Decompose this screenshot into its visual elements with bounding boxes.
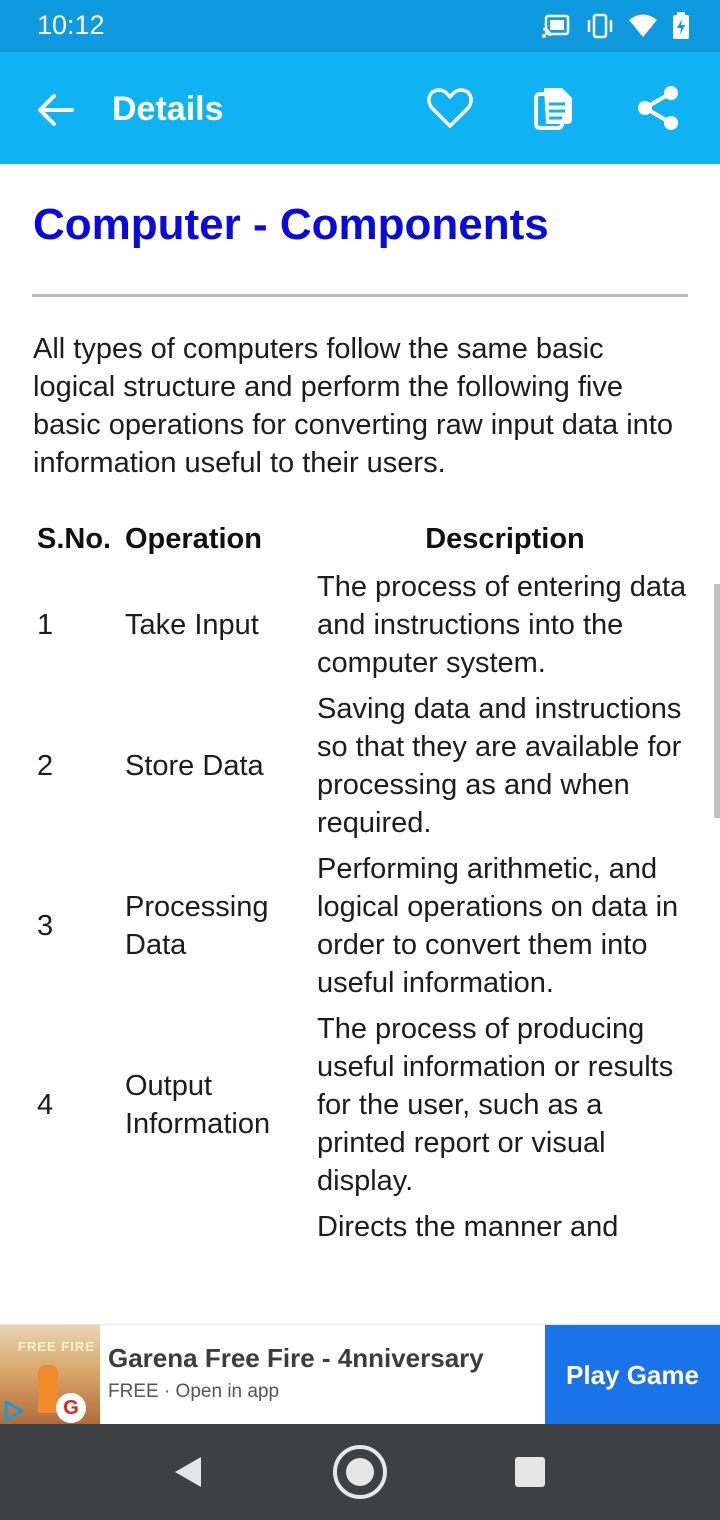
cast-icon bbox=[542, 13, 572, 39]
ad-banner[interactable] bbox=[0, 1324, 720, 1424]
scrollbar[interactable] bbox=[714, 584, 720, 818]
copy-button[interactable] bbox=[528, 82, 580, 134]
row-description: The process of entering data and instructions into the computer system. bbox=[317, 571, 687, 679]
back-arrow-icon bbox=[34, 88, 78, 132]
share-button[interactable] bbox=[632, 82, 684, 134]
adchoices-icon[interactable] bbox=[2, 1399, 26, 1423]
row-sno: 4 bbox=[37, 1089, 54, 1121]
header-sno: S.No. bbox=[37, 523, 112, 555]
page-title: Computer - Components bbox=[33, 200, 549, 249]
nav-back-button[interactable] bbox=[160, 1444, 216, 1500]
row-operation: Output Information bbox=[125, 1070, 271, 1140]
play-game-button[interactable]: Play Game bbox=[545, 1325, 720, 1425]
table-row bbox=[33, 1204, 693, 1250]
app-title: Details bbox=[112, 90, 224, 128]
row-operation bbox=[125, 1204, 317, 1250]
row-sno: 2 bbox=[37, 750, 54, 782]
row-sno bbox=[33, 1204, 125, 1250]
nav-recents-button[interactable] bbox=[502, 1444, 558, 1500]
vibrate-icon bbox=[586, 13, 614, 39]
row-operation: Take Input bbox=[125, 609, 259, 641]
app-bar bbox=[0, 52, 720, 164]
title-divider bbox=[32, 294, 688, 297]
table-row bbox=[33, 1006, 693, 1204]
copy-document-icon bbox=[532, 84, 576, 132]
ad-subtitle: FREE · Open in app bbox=[108, 1381, 280, 1402]
table-row bbox=[33, 686, 693, 846]
ad-character-figure bbox=[38, 1365, 58, 1413]
table-header-row bbox=[33, 516, 693, 564]
battery-charging-icon bbox=[672, 12, 690, 40]
nav-back-icon bbox=[171, 1454, 205, 1490]
row-sno: 1 bbox=[37, 609, 54, 641]
share-icon bbox=[634, 84, 682, 132]
row-description: Directs the manner and bbox=[317, 1211, 619, 1243]
operations-table bbox=[33, 516, 693, 1250]
header-operation: Operation bbox=[125, 523, 262, 555]
table-row bbox=[33, 846, 693, 1006]
ad-logo-text: FREE FIRE bbox=[18, 1339, 95, 1354]
row-sno: 3 bbox=[37, 910, 54, 942]
heart-outline-icon bbox=[426, 86, 474, 130]
article-content[interactable] bbox=[0, 164, 720, 1324]
row-description: The process of producing useful information or results for the user, such as a printed report or visual display. bbox=[317, 1013, 674, 1197]
ad-image[interactable] bbox=[0, 1325, 100, 1425]
back-button[interactable] bbox=[34, 88, 78, 132]
row-operation: Store Data bbox=[125, 750, 264, 782]
header-description: Description bbox=[425, 523, 585, 555]
table-row bbox=[33, 564, 693, 686]
favorite-button[interactable] bbox=[424, 82, 476, 134]
intro-paragraph: All types of computers follow the same basic logical structure and perform the following five basic operations for converting raw input data into information useful to their users. bbox=[33, 333, 673, 479]
nav-recents-icon bbox=[513, 1455, 547, 1489]
nav-home-icon bbox=[332, 1444, 388, 1500]
ad-title: Garena Free Fire - 4nniversary bbox=[108, 1343, 484, 1373]
wifi-icon bbox=[628, 13, 658, 39]
status-time: 10:12 bbox=[37, 10, 105, 40]
row-operation: Processing Data bbox=[125, 891, 269, 961]
status-bar bbox=[0, 0, 720, 52]
system-nav-bar bbox=[0, 1424, 720, 1520]
nav-home-button[interactable] bbox=[332, 1444, 388, 1500]
row-description: Saving data and instructions so that they are available for processing as and when required. bbox=[317, 693, 682, 839]
status-icons bbox=[542, 12, 690, 40]
garena-logo-icon: G bbox=[56, 1393, 86, 1423]
row-description: Performing arithmetic, and logical operations on data in order to convert them into useful information. bbox=[317, 853, 679, 999]
